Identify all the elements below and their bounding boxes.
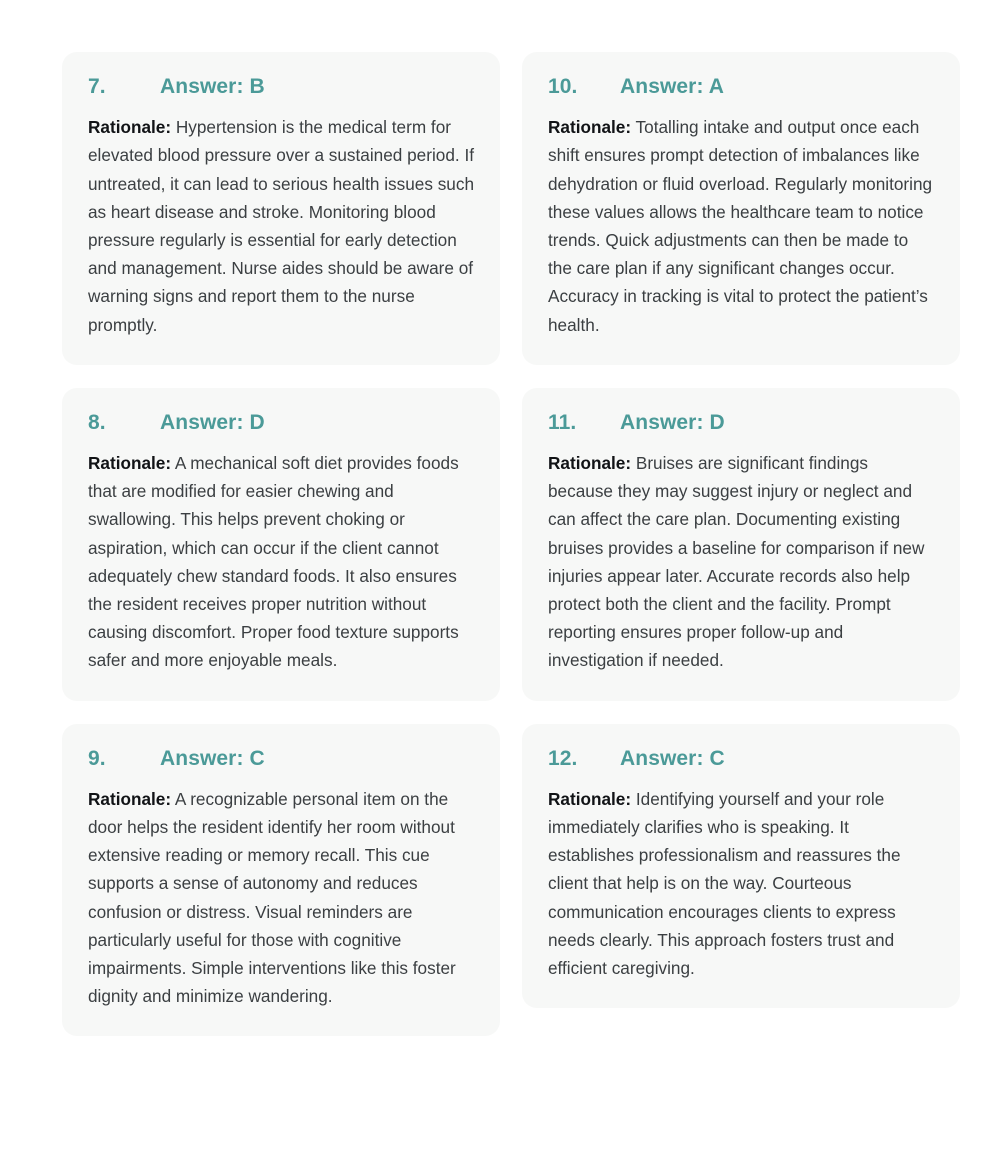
- answer-card: [522, 52, 960, 365]
- answer-card-header: [548, 74, 934, 99]
- rationale-text: [88, 113, 474, 339]
- answer-label: Answer: C: [160, 746, 265, 770]
- rationale-body: Identifying yourself and your role immediately clarifies who is speaking. It establishes professionalism and reassures the client that help is on the way. Courteous communication encourages clients to express needs clearly. This approach fosters trust and efficient caregiving.: [548, 788, 901, 979]
- answer-card-header: [548, 746, 934, 771]
- answer-card-columns: [62, 52, 942, 1036]
- question-number: 10.: [548, 75, 578, 98]
- rationale-label: Rationale:: [88, 788, 172, 809]
- question-number: 12.: [548, 746, 578, 770]
- answer-card: [62, 388, 500, 701]
- rationale-body: Bruises are significant findings because they may suggest injury or neglect and can affect the care plan. Documenting existing bruises provides a baseline for comparison if new injuries appear later. Accurate records also help protect both the client and the facility. Prompt reporting ensures proper follow-up and investigation if needed.: [548, 453, 925, 671]
- answer-label: Answer: D: [160, 410, 265, 434]
- answer-card: [62, 52, 500, 365]
- answer-card: [522, 388, 960, 701]
- rationale-text: [548, 785, 934, 982]
- answer-card-header: [548, 410, 934, 435]
- answer-label: Answer: D: [620, 410, 725, 434]
- rationale-label: Rationale:: [88, 117, 172, 138]
- question-number: 7.: [88, 75, 106, 98]
- rationale-body: Totalling intake and output once each shift ensures prompt detection of imbalances like dehydration or fluid overload. Regularly monitoring these values allows the healthcare team to notice trends. Quick adjustments can then be made to the care plan if any significant changes occur. Accuracy in tracking is vital to protect the patient’s health.: [548, 117, 933, 335]
- rationale-text: [548, 113, 934, 339]
- question-number: 11.: [548, 410, 577, 434]
- rationale-label: Rationale:: [548, 453, 632, 473]
- answer-card: [62, 724, 500, 1037]
- answer-label: Answer: B: [160, 75, 265, 98]
- rationale-label: Rationale:: [88, 453, 172, 473]
- rationale-text: [88, 449, 474, 675]
- rationale-body: A recognizable personal item on the door helps the resident identify her room without extensive reading or memory recall. This cue supports a sense of autonomy and reduces confusion or distress. Visual reminders are particularly useful for those with cognitive impairments. Simple interventions like this foster dignity and minimize wandering.: [88, 788, 456, 1007]
- answer-card-header: [88, 746, 474, 771]
- answer-card-header: [88, 410, 474, 435]
- answer-label: Answer: C: [620, 746, 725, 770]
- rationale-label: Rationale:: [548, 117, 632, 138]
- question-number: 8.: [88, 410, 106, 434]
- left-column: [62, 52, 500, 1036]
- answer-label: Answer: A: [620, 75, 724, 98]
- question-number: 9.: [88, 746, 106, 770]
- answer-card-header: [88, 74, 474, 99]
- answer-card: [522, 724, 960, 1009]
- rationale-label: Rationale:: [548, 788, 632, 809]
- rationale-text: [88, 785, 474, 1011]
- rationale-body: Hypertension is the medical term for elevated blood pressure over a sustained period. If untreated, it can lead to serious health issues such as heart disease and stroke. Monitoring blood pressure regularly is essential for early detection and management. Nurse aides should be aware of warning signs and report them to the nurse promptly.: [88, 117, 475, 335]
- rationale-body: A mechanical soft diet provides foods that are modified for easier chewing and swallowing. This helps prevent choking or aspiration, which can occur if the client cannot adequately chew standard foods. It also ensures the resident receives proper nutrition without causing discomfort. Proper food texture supports safer and more enjoyable meals.: [88, 453, 459, 671]
- right-column: [522, 52, 960, 1008]
- rationale-text: [548, 449, 934, 675]
